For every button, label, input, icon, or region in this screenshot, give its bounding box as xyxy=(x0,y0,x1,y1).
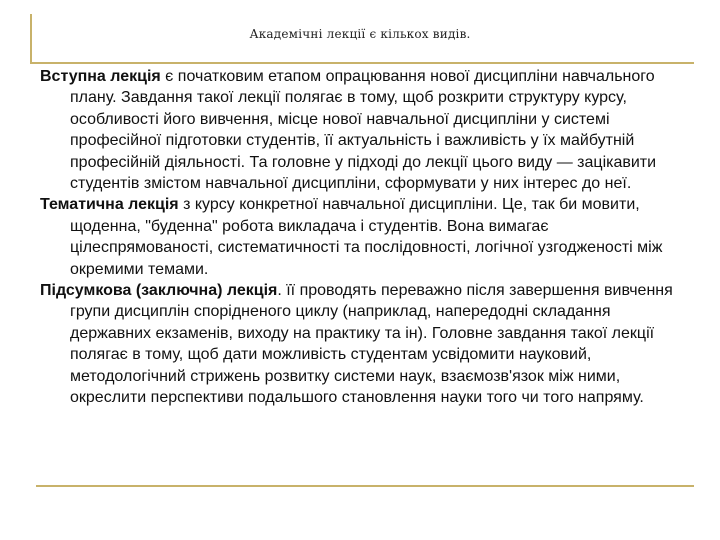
frame-top-line xyxy=(30,62,694,64)
paragraph-final-lecture-text: . її проводять переважно після завершення вивчення групи дисциплін спорідненого циклу (наприклад, напередодні складання державних екзаменів, виходу на практику та ін). Головне завдання такої лекції полягає в тому, щоб дати можливість студентам усвідомити науковий, методологічний стрижень розвитку системи наук, взаємозв'язок між ними, окреслити перспективи подальшого становлення науки того чи того напряму. xyxy=(70,282,673,407)
term-thematic-lecture: Тематична лекція xyxy=(40,196,179,214)
term-final-lecture: Підсумкова (заключна) лекція xyxy=(40,282,278,300)
term-intro-lecture: Вступна лекція xyxy=(40,68,161,85)
paragraph-thematic-lecture-text: з курсу конкретної навчальної дисципліни. Це, так би мовити, щоденна, "буденна" робота викладача і студентів. Вона вимагає цілеспрямованості, систематичності та послідовності, логічної узгодженості між окремими темами. xyxy=(70,196,663,278)
slide-title: Академічні лекції є кількох видів. xyxy=(249,27,471,41)
paragraph-thematic-lecture xyxy=(40,194,690,280)
paragraph-intro-lecture xyxy=(40,66,690,194)
paragraph-final-lecture xyxy=(40,280,690,408)
slide-body xyxy=(40,66,690,409)
paragraph-intro-lecture-text: є початковим етапом опрацювання нової дисципліни навчального плану. Завдання такої лекції полягає в тому, щоб розкрити структуру курсу, особливості його вивчення, місце нової навчальної дисципліни у системі професійної підготовки студентів, її актуальність і важливість у їх майбутній професійній діяльності. Та головне у підході до лекції цього виду — зацікавити студентів змістом навчальної дисципліни, сформувати у них інтерес до неї. xyxy=(70,68,657,193)
frame-bottom-line xyxy=(36,485,694,487)
